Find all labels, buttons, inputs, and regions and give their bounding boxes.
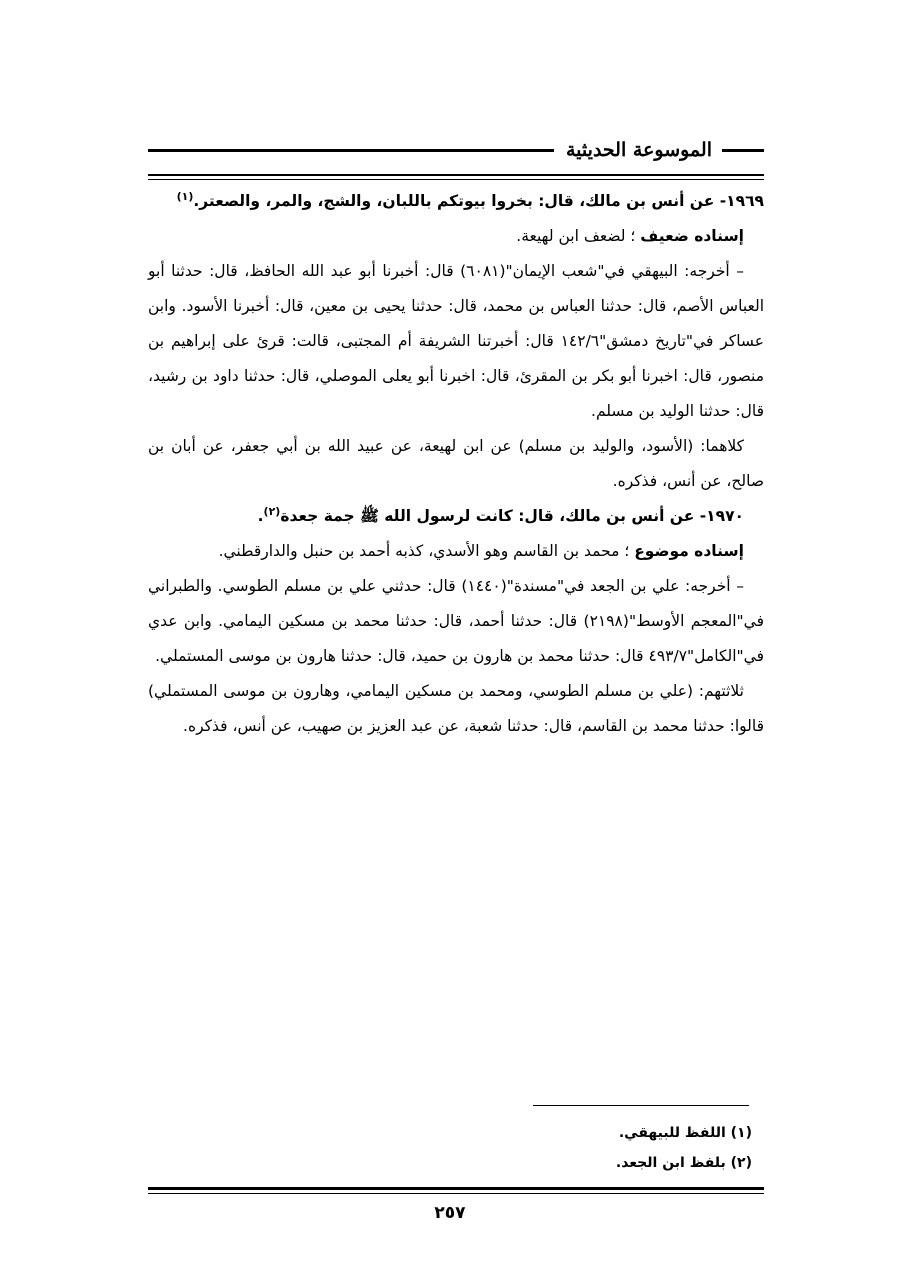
footer-rule: [148, 1187, 764, 1190]
isnad-grade: إسناده ضعيف: [640, 227, 744, 245]
running-header: [148, 130, 764, 170]
header-rule-left: [148, 149, 554, 152]
isnad-1970: إسناده موضوع ؛ محمد بن القاسم وهو الأسدي، كذبه أحمد بن حنبل والدارقطني.: [218, 542, 744, 560]
chain-summary-1969: كلاهما: (الأسود، والوليد بن مسلم) عن ابن لهيعة، عن عبيد الله بن أبي جعفر، عن أبان بن صالح، عن أنس، فذكره.: [148, 437, 764, 490]
main-text: [148, 184, 764, 744]
footnote-ref-1: (١): [176, 189, 194, 203]
footnote-1: (١) اللفظ للبيهقي.: [618, 1125, 752, 1141]
hadith-1970: ١٩٧٠- عن أنس بن مالك، قال: كانت لرسول الله ﷺ جمة جعدة$^{(٢)}$.: [257, 504, 744, 525]
takhrij-1970: – أخرجه: علي بن الجعد في"مسندة"(١٤٤٠) قال: حدثني علي بن مسلم الطوسي. والطبراني في"المعجم الأوسط"(٢١٩٨) قال: حدثنا أحمد، قال: حدثنا محمد بن مسكين اليمامي. وابن عدي في"الكامل"٤٩٣/٧ قال: حدثنا محمد بن هارون بن حميد، قال: حدثنا هارون بن موسى المستملي.: [148, 577, 764, 665]
isnad-1969: إسناده ضعيف ؛ لضعف ابن لهيعة.: [516, 227, 744, 245]
footer-rule-thin: [148, 1193, 764, 1194]
header-title: الموسوعة الحديثية: [566, 139, 712, 161]
chain-summary-1970: ثلاثتهم: (علي بن مسلم الطوسي، ومحمد بن مسكين اليمامي، وهارون بن موسى المستملي) قالوا: حدثنا محمد بن القاسم، قال: حدثنا شعبة، عن عبد العزيز بن صهيب، عن أنس، فذكره.: [148, 682, 764, 735]
footnote-separator: [533, 1105, 749, 1106]
isnad-grade: إسناده موضوع: [634, 542, 744, 560]
footnote-ref-2: (٢): [263, 504, 281, 518]
footnote-2: (٢) بلفظ ابن الجعد.: [615, 1155, 752, 1171]
header-underline-thin: [148, 179, 764, 180]
page-number: ٢٥٧: [434, 1203, 466, 1223]
takhrij-1969: – أخرجه: البيهقي في"شعب الإيمان"(٦٠٨١) قال: أخبرنا أبو عبد الله الحافظ، قال: حدثنا أبو العباس الأصم، قال: حدثنا العباس بن محمد، قال: حدثنا يحيى بن معين، قال: أخبرنا الأسود. وابن عساكر في"تاريخ دمشق"١٤٢/٦ قال: أخبرتنا الشريفة أم المجتبى، قالت: قرئ على إبراهيم بن منصور، قال: اخبرنا أبو بكر بن المقرئ، قال: اخبرنا أبو يعلى الموصلي، قال: حدثنا داود بن رشيد، قال: حدثنا الوليد بن مسلم.: [148, 262, 764, 420]
footnotes: [148, 1118, 752, 1178]
hadith-1969: ١٩٦٩- عن أنس بن مالك، قال: بخروا بيوتكم باللبان، والشج، والمر، والصعتر.$^{(١)}$: [176, 189, 764, 210]
header-rule-right: [722, 149, 764, 152]
header-underline: [148, 174, 764, 176]
page: [148, 130, 764, 744]
